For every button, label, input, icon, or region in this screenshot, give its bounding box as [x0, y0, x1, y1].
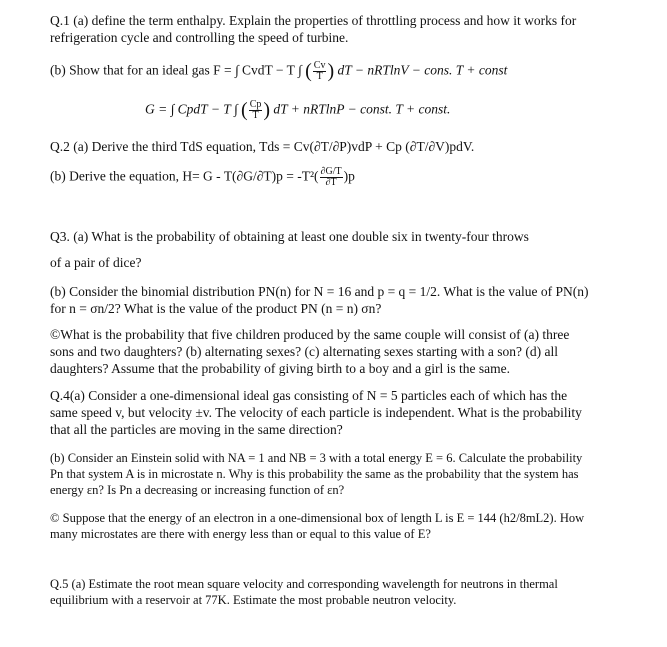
q1-a-line2: refrigeration cycle and controlling the speed of turbine.	[50, 30, 349, 45]
q3-a-line2: of a pair of dice?	[50, 255, 142, 270]
q3-part-c	[50, 326, 645, 377]
q1-part-b-equation-g: G = ∫ CpdT − T ∫ ( $\frac{Cp}{T}$ ) dT + nRTlnP − const. T + const.	[145, 99, 451, 121]
q1-a-line1: Q.1 (a) define the term enthalpy. Explain the properties of throttling process and how it works for	[50, 13, 577, 28]
q2-part-b	[50, 167, 355, 188]
q3-c-line3: daughters? Assume that the probability of giving birth to a boy and a girl is the same.	[50, 361, 511, 376]
q5-line1: Q.5 (a) Estimate the root mean square velocity and corresponding wavelength for neutrons in thermal	[50, 577, 558, 591]
q3-c-line2: sons and two daughters? (b) alternating sexes? (c) alternating sexes starting with a son? (d) all	[50, 344, 558, 359]
q1-g-prefix: G = ∫ CpdT − T ∫	[145, 101, 238, 117]
q4-a-line1: Q.4(a) Consider a one-dimensional ideal gas consisting of N = 5 particles each of which has the	[50, 388, 568, 403]
q4-b-line2: Pn that system A is in microstate n. Why is this probability the same as the probability that the system has	[50, 467, 579, 481]
q5-part-a	[50, 576, 645, 608]
q4-part-a	[50, 387, 645, 438]
q2-a-line: Q.2 (a) Derive the third TdS equation, Tds = Cv(∂T/∂P)vdP + Cp (∂T/∂V)pdV.	[50, 139, 475, 154]
q1-b-fraction: $\frac{Cv}{T}$	[313, 60, 326, 82]
q4-a-line3: that all the particles are moving in the same direction?	[50, 422, 343, 437]
q4-c-line2: many microstates are there with energy less than or equal to this value of E?	[50, 527, 431, 541]
q4-part-b	[50, 450, 645, 498]
q1-part-b-equation-f: (b) Show that for an ideal gas F = ∫ CvdT − T ∫ ( $\frac{Cv}{T}$ ) dT − nRTlnV − cons. T + const	[50, 60, 508, 82]
q1-g-suffix: dT + nRTlnP − const. T + const.	[273, 101, 451, 117]
q4-c-line1: © Suppose that the energy of an electron in a one-dimensional box of length L is E = 144 (h2/8mL2). How	[50, 511, 585, 525]
q3-part-b	[50, 283, 645, 317]
q4-part-c	[50, 510, 645, 542]
q1-b-suffix: dT − nRTlnV − cons. T + const	[337, 62, 508, 78]
q1-b-prefix: (b) Show that for an ideal gas F = ∫ CvdT − T ∫	[50, 62, 302, 78]
q3-b-line2: for n = σn/2? What is the value of the product PN (n = n) σn?	[50, 301, 382, 316]
q2-part-a	[50, 138, 645, 155]
q3-b-line1: (b) Consider the binomial distribution PN(n) for N = 16 and p = q = 1/2. What is the value of PN(n)	[50, 284, 589, 299]
q3-c-line1: ©What is the probability that five children produced by the same couple will consist of (a) three	[50, 327, 570, 342]
q1-g-fraction: $\frac{Cp}{T}$	[249, 99, 262, 121]
q1-part-a	[50, 12, 645, 46]
q5-line2: equilibrium with a reservoir at 77K. Estimate the most probable neutron velocity.	[50, 593, 457, 607]
q2-b-suffix: )p	[343, 168, 355, 184]
q2-b-fraction: $\frac{\partial G/T}{\partial T}$	[320, 166, 342, 188]
q3-a-line1: Q3. (a) What is the probability of obtaining at least one double six in twenty-four throws	[50, 229, 529, 244]
q4-b-line3: energy εn? Is Pn a decreasing or increasing function of εn?	[50, 483, 345, 497]
q3-part-a	[50, 228, 645, 271]
q4-b-line1: (b) Consider an Einstein solid with NA = 1 and NB = 3 with a total energy E = 6. Calculate the probability	[50, 451, 583, 465]
q4-a-line2: same speed v, but velocity ±v. The velocity of each particle is independent. What is the probability	[50, 405, 582, 420]
q2-b-prefix: (b) Derive the equation, H= G - T(∂G/∂T)p = -T²(	[50, 168, 319, 184]
